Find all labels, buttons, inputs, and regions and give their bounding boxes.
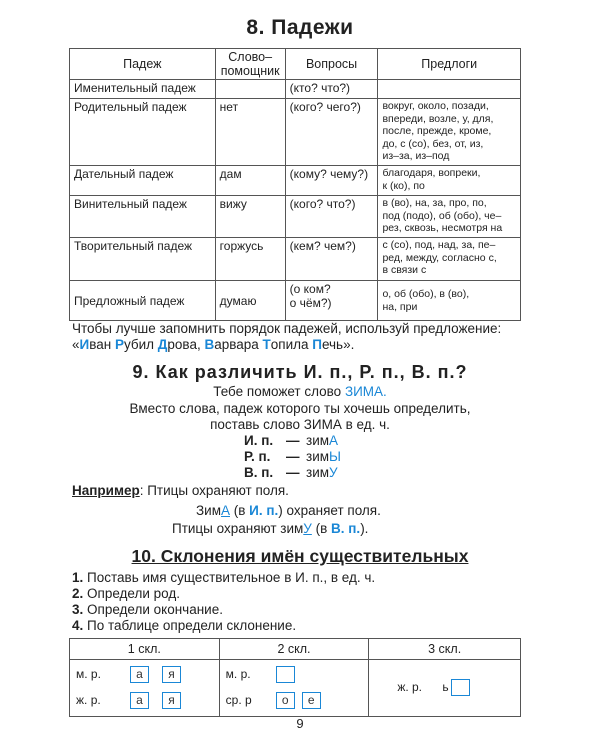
gender-label: ж. р. (76, 693, 101, 707)
declension-header (70, 639, 521, 660)
case-question: (кому? чему?) (285, 166, 378, 196)
decl-1-cell (70, 660, 220, 717)
mnemonic-word: убил (123, 337, 158, 352)
ending-box-empty (451, 679, 470, 696)
section-8-title: 8. Падежи (246, 16, 354, 39)
mnemonic-initial: П (312, 337, 322, 352)
word-stem: зим (306, 465, 330, 480)
case-name: Дательный падеж (70, 166, 216, 196)
declension-table (69, 638, 521, 717)
helper-word: дам (215, 166, 285, 196)
declension-row (70, 660, 521, 717)
decl-3-cell (369, 660, 521, 717)
case-name: Родительный падеж (70, 99, 216, 166)
ending-box: я (162, 666, 181, 683)
header-prepositions: Предлоги (378, 49, 521, 80)
case-question: (о ком? о чём?) (285, 281, 378, 321)
ending-box: а (130, 692, 149, 709)
cases-table (69, 48, 521, 321)
table-row (70, 166, 521, 196)
cases-table-header (70, 49, 521, 80)
list-item (72, 570, 375, 586)
step-text: Определи род. (83, 586, 181, 601)
note-text: Чтобы лучше запомнить порядок падежей, используй предложение: (72, 321, 502, 336)
case-ending-row (244, 449, 341, 464)
word-ending: У (329, 465, 338, 480)
steps-list (72, 570, 375, 634)
table-row (70, 99, 521, 166)
mnemonic-initial: Д (157, 337, 168, 352)
mnemonic-initial: В (204, 337, 215, 352)
gender-label: ж. р. (397, 680, 423, 694)
dash: — (286, 449, 300, 464)
step-number: 4. (72, 618, 84, 633)
dash: — (286, 465, 300, 480)
example-rest: ) охраняет поля. (278, 503, 381, 518)
word-stem: зим (306, 449, 330, 464)
helper-word: нет (215, 99, 285, 166)
prepositions: с (со), под, над, за, пе– ред, между, согласно с, в связи с (378, 238, 521, 281)
case-label: В. п. (244, 465, 274, 480)
ending-box-empty (276, 666, 295, 683)
word-ending: А (220, 503, 230, 518)
case-tag: И. п. (249, 503, 279, 518)
list-item (72, 618, 375, 634)
mnemonic-initial: Т (262, 337, 271, 352)
example-start: Птицы охраняют зим (172, 521, 304, 536)
decl-2-cell (219, 660, 369, 717)
helper-word: горжусь (215, 238, 285, 281)
helper-word: вижу (215, 196, 285, 238)
mnemonic-word: опила (270, 337, 313, 352)
hint-word: ЗИМА. (344, 384, 387, 399)
example-text: : Птицы охраняют поля. (139, 483, 289, 498)
list-item (72, 602, 375, 618)
prepositions: в (во), на, за, про, по, под (подо), об (обо), че– рез, сквозь, несмотря на (378, 196, 521, 238)
case-name: Именительный падеж (70, 80, 216, 99)
ending-box: я (162, 692, 181, 709)
helper-word (215, 80, 285, 99)
case-name: Творительный падеж (70, 238, 216, 281)
header-helper: Слово– помощник (215, 49, 285, 80)
section-10-title: 10. Склонения имён существительных (131, 546, 469, 566)
table-row (70, 80, 521, 99)
mnemonic-word: ван (89, 337, 115, 352)
paren: (в (230, 503, 250, 518)
ending-box: е (302, 692, 321, 709)
zima-hint (0, 384, 600, 400)
hint-text: Тебе поможет слово (213, 384, 345, 399)
table-row (70, 238, 521, 281)
header-decl-3: 3 скл. (369, 639, 521, 660)
dash: — (286, 433, 300, 448)
case-question: (кого? чего?) (285, 99, 378, 166)
prepositions: благодаря, вопреки, к (ко), по (378, 166, 521, 196)
instruction-line: поставь слово ЗИМА в ед. ч. (210, 417, 390, 432)
mnemonic-initial: И (79, 337, 90, 352)
case-label: И. п. (244, 433, 274, 448)
ending-box: а (130, 666, 149, 683)
table-row (70, 281, 521, 321)
example-line (72, 483, 289, 498)
page-number: 9 (296, 716, 304, 731)
mnemonic-word: арвара (214, 337, 263, 352)
case-tag: В. п. (331, 521, 361, 536)
step-number: 1. (72, 570, 84, 585)
mnemonic-initial: Р (114, 337, 124, 352)
paren: (в (311, 521, 332, 536)
gender-label: ср. р (225, 693, 252, 707)
header-questions: Вопросы (285, 49, 378, 80)
step-number: 3. (72, 602, 84, 617)
step-text: Определи окончание. (83, 602, 223, 617)
list-item (72, 586, 375, 602)
case-name: Предложный падеж (70, 281, 216, 321)
mnemonic-sentence: «Иван Рубил Дрова, Варвара Топила Печь». (72, 337, 355, 352)
word-ending: У (303, 521, 312, 536)
word-ending: Ы (329, 449, 341, 464)
word-stem: зим (306, 433, 330, 448)
example-1 (196, 503, 381, 518)
gender-label: м. р. (225, 667, 251, 681)
instruction-line: Вместо слова, падеж которого ты хочешь определить, (129, 401, 471, 416)
prepositions (378, 80, 521, 99)
mnemonic-word: ечь (321, 337, 344, 352)
word-stem: Зим (196, 503, 221, 518)
example-2 (172, 521, 368, 536)
table-row (70, 196, 521, 238)
prepositions: о, об (обо), в (во), на, при (378, 281, 521, 321)
case-ending-row (244, 465, 338, 480)
mnemonic-note (72, 321, 542, 353)
case-question: (кто? что?) (285, 80, 378, 99)
case-name: Винительный падеж (70, 196, 216, 238)
case-label: Р. п. (244, 449, 271, 464)
step-text: Поставь имя существительное в И. п., в ед. ч. (83, 570, 376, 585)
gender-label: м. р. (76, 667, 101, 681)
section-9-title: 9. Как различить И. п., Р. п., В. п.? (132, 362, 468, 382)
example-rest: ). (360, 521, 369, 536)
step-number: 2. (72, 586, 84, 601)
case-question: (кого? что?) (285, 196, 378, 238)
case-ending-row (244, 433, 338, 448)
case-question: (кем? чем?) (285, 238, 378, 281)
header-case: Падеж (70, 49, 216, 80)
header-decl-2: 2 скл. (219, 639, 369, 660)
mnemonic-word: рова, (167, 337, 205, 352)
word-ending: А (329, 433, 339, 448)
example-label: Например (72, 483, 140, 498)
header-decl-1: 1 скл. (70, 639, 220, 660)
helper-word: думаю (215, 281, 285, 321)
step-text: По таблице определи склонение. (83, 618, 297, 633)
ending-box: о (276, 692, 295, 709)
prepositions: вокруг, около, позади, впереди, возле, у, для, после, прежде, кроме, до, с (со), без, от, из, из–за, из–под (378, 99, 521, 166)
soft-sign: ь (442, 680, 449, 694)
